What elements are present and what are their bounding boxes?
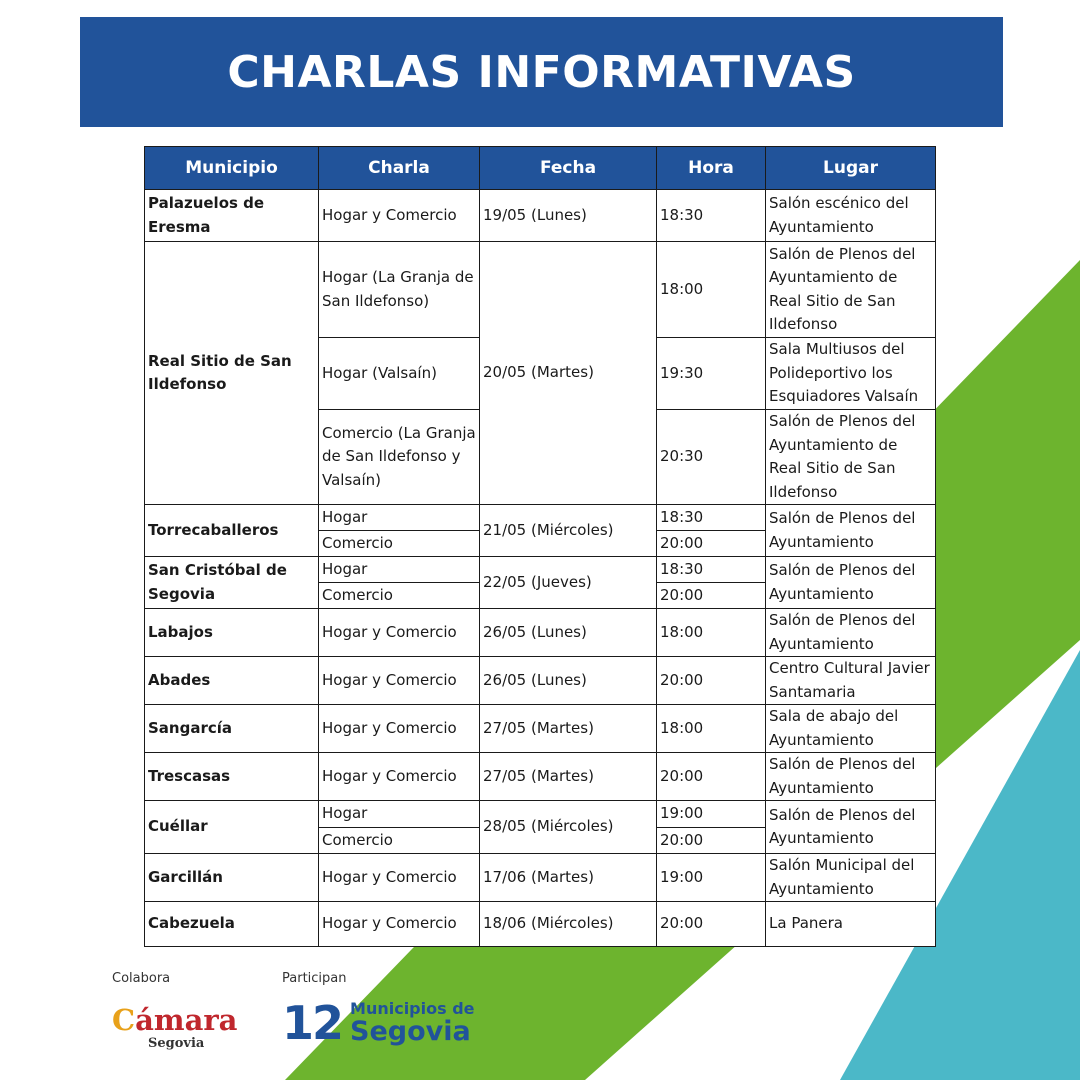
cell-charla: Hogar (319, 505, 480, 531)
camara-logo-subtitle: Segovia (148, 1036, 205, 1051)
cell-fecha: 27/05 (Martes) (480, 705, 657, 753)
cell-lugar: Salón de Plenos del Ayuntamiento de Real Sitio de San Ildefonso (766, 242, 936, 338)
participan-label: Participan (282, 971, 347, 986)
cell-charla: Hogar y Comercio (319, 657, 480, 705)
cell-fecha: 26/05 (Lunes) (480, 609, 657, 657)
cell-hora: 20:30 (657, 410, 766, 505)
cell-lugar: Salón de Plenos del Ayuntamiento (766, 753, 936, 801)
cell-lugar: Salón Municipal del Ayuntamiento (766, 854, 936, 902)
col-header-lugar: Lugar (766, 147, 936, 190)
municipios-logo-line1: Municipios de (350, 999, 475, 1018)
cell-hora: 20:00 (657, 828, 766, 854)
cell-charla: Comercio (319, 583, 480, 609)
cell-municipio: San Cristóbal de Segovia (145, 557, 319, 609)
municipios-count: 12 (282, 996, 343, 1050)
cell-municipio: Torrecaballeros (145, 505, 319, 557)
cell-charla: Hogar y Comercio (319, 705, 480, 753)
cell-hora: 18:30 (657, 190, 766, 242)
cell-lugar: Salón de Plenos del Ayuntamiento (766, 609, 936, 657)
cell-hora: 20:00 (657, 657, 766, 705)
cell-lugar: La Panera (766, 902, 936, 947)
cell-hora: 20:00 (657, 531, 766, 557)
cell-hora: 18:00 (657, 242, 766, 338)
cell-municipio: Palazuelos de Eresma (145, 190, 319, 242)
cell-charla: Hogar y Comercio (319, 854, 480, 902)
municipios-logo-text (350, 1000, 474, 1046)
cell-hora: 20:00 (657, 583, 766, 609)
col-header-fecha: Fecha (480, 147, 657, 190)
cell-fecha: 26/05 (Lunes) (480, 657, 657, 705)
cell-charla: Hogar (319, 557, 480, 583)
cell-fecha: 20/05 (Martes) (480, 242, 657, 505)
table-row (145, 902, 936, 947)
camara-segovia-logo (112, 1003, 236, 1051)
table-row (145, 557, 936, 583)
col-header-charla: Charla (319, 147, 480, 190)
cell-fecha: 21/05 (Miércoles) (480, 505, 657, 557)
table-row (145, 854, 936, 902)
table-row (145, 242, 936, 338)
cell-fecha: 28/05 (Miércoles) (480, 801, 657, 854)
col-header-municipio: Municipio (145, 147, 319, 190)
cell-charla: Hogar (319, 801, 480, 828)
cell-charla: Comercio (La Granja de San Ildefonso y Valsaín) (319, 410, 480, 505)
cell-hora: 19:30 (657, 338, 766, 410)
cell-lugar: Centro Cultural Javier Santamaria (766, 657, 936, 705)
camara-logo-wordmark (112, 1003, 236, 1037)
table-row (145, 657, 936, 705)
cell-hora: 20:00 (657, 753, 766, 801)
table-row (145, 753, 936, 801)
camara-logo-name: ámara (135, 1003, 238, 1037)
camara-logo-initial: C (112, 1003, 136, 1037)
cell-lugar: Sala de abajo del Ayuntamiento (766, 705, 936, 753)
page-title: CHARLAS INFORMATIVAS (227, 46, 856, 98)
cell-fecha: 27/05 (Martes) (480, 753, 657, 801)
table-row (145, 505, 936, 531)
collabora-label: Colabora (112, 971, 171, 986)
cell-municipio: Cuéllar (145, 801, 319, 854)
cell-municipio: Sangarcía (145, 705, 319, 753)
table-row (145, 801, 936, 828)
municipios-segovia-logo (282, 998, 475, 1048)
table-row (145, 609, 936, 657)
cell-lugar: Sala Multiusos del Polideportivo los Esquiadores Valsaín (766, 338, 936, 410)
cell-fecha: 18/06 (Miércoles) (480, 902, 657, 947)
title-banner (80, 17, 1003, 127)
cell-municipio: Trescasas (145, 753, 319, 801)
cell-hora: 18:00 (657, 705, 766, 753)
cell-municipio: Garcillán (145, 854, 319, 902)
cell-charla: Comercio (319, 531, 480, 557)
cell-charla: Hogar (La Granja de San Ildefonso) (319, 242, 480, 338)
cell-fecha: 17/06 (Martes) (480, 854, 657, 902)
cell-hora: 19:00 (657, 801, 766, 828)
table-row (145, 705, 936, 753)
cell-lugar: Salón de Plenos del Ayuntamiento (766, 801, 936, 854)
cell-hora: 18:30 (657, 505, 766, 531)
cell-municipio: Real Sitio de San Ildefonso (145, 242, 319, 505)
cell-charla: Comercio (319, 828, 480, 854)
col-header-hora: Hora (657, 147, 766, 190)
cell-charla: Hogar y Comercio (319, 753, 480, 801)
cell-hora: 20:00 (657, 902, 766, 947)
table-row (145, 190, 936, 242)
cell-lugar: Salón de Plenos del Ayuntamiento (766, 505, 936, 557)
cell-charla: Hogar y Comercio (319, 190, 480, 242)
cell-municipio: Labajos (145, 609, 319, 657)
cell-lugar: Salón de Plenos del Ayuntamiento (766, 557, 936, 609)
cell-hora: 19:00 (657, 854, 766, 902)
schedule-table (144, 146, 936, 947)
cell-charla: Hogar y Comercio (319, 902, 480, 947)
cell-lugar: Salón de Plenos del Ayuntamiento de Real Sitio de San Ildefonso (766, 410, 936, 505)
cell-fecha: 22/05 (Jueves) (480, 557, 657, 609)
cell-charla: Hogar (Valsaín) (319, 338, 480, 410)
cell-municipio: Cabezuela (145, 902, 319, 947)
cell-fecha: 19/05 (Lunes) (480, 190, 657, 242)
municipios-logo-line2: Segovia (350, 1016, 471, 1047)
cell-municipio: Abades (145, 657, 319, 705)
cell-lugar: Salón escénico del Ayuntamiento (766, 190, 936, 242)
cell-hora: 18:30 (657, 557, 766, 583)
cell-hora: 18:00 (657, 609, 766, 657)
table-header-row (145, 147, 936, 190)
cell-charla: Hogar y Comercio (319, 609, 480, 657)
